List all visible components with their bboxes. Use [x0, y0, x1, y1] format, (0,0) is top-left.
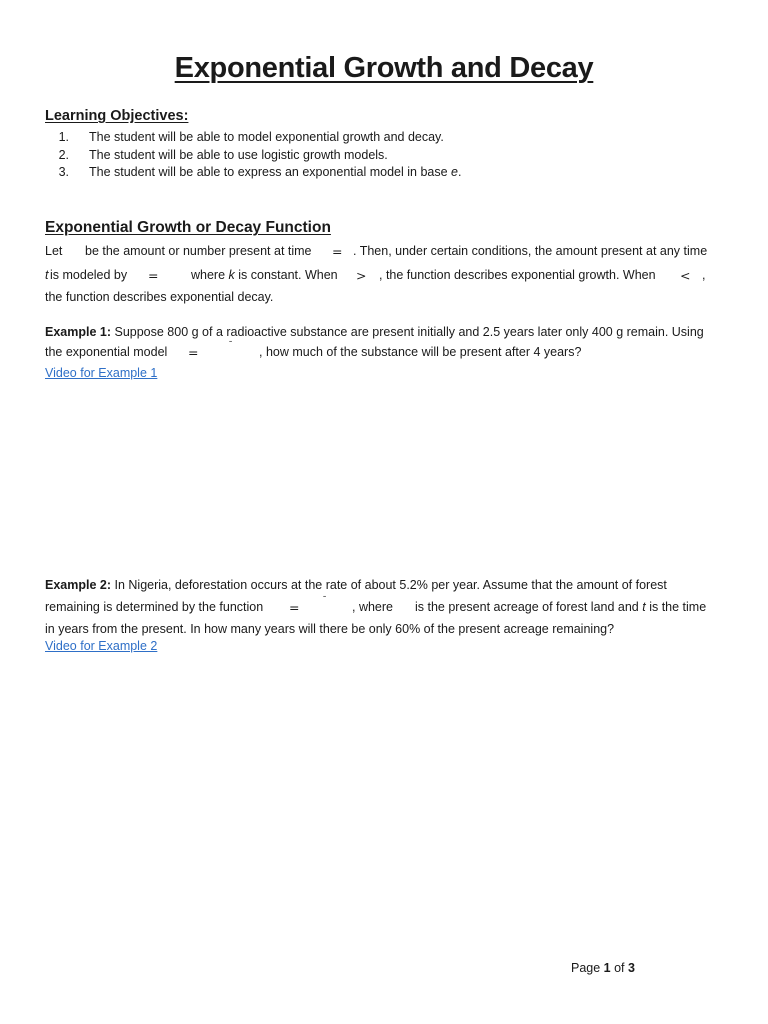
- video-example-2-link[interactable]: Video for Example 2: [45, 639, 158, 653]
- objectives-heading: Learning Objectives:: [45, 108, 189, 124]
- objective-number: 2.: [58, 147, 69, 162]
- example1-line-2: [45, 340, 725, 363]
- example2-line-2: [45, 595, 725, 618]
- function-line-2: [45, 268, 725, 286]
- page-number: Page 1 of 3: [571, 961, 635, 975]
- growth-text: , the function describes exponential growth. When: [379, 268, 656, 282]
- function-text: remaining is determined by the function: [45, 600, 264, 614]
- objective-text: The student will be able to use logistic growth models.: [89, 147, 388, 162]
- where-text: where k is constant. When: [191, 268, 338, 282]
- question-text: , how much of the substance will be present after 4 years?: [259, 345, 582, 359]
- exponent-mark: ˉ: [229, 340, 233, 351]
- amount-text: be the amount or number present at time: [85, 244, 312, 258]
- example1-line-1: Example 1: Suppose 800 g of a radioactive substance are present initially and 2.5 years later only 400 g remain. Using: [45, 325, 704, 339]
- objective-text: The student will be able to model exponential growth and decay.: [89, 130, 444, 144]
- function-line-1: [45, 244, 725, 262]
- objective-item: [45, 129, 705, 147]
- conditions-text: . Then, under certain conditions, the amount present at any time: [353, 244, 708, 258]
- where-text: , where: [352, 600, 393, 614]
- variable-t: t: [45, 268, 49, 282]
- objective-item: [45, 164, 705, 182]
- example2-line-1: Example 2: In Nigeria, deforestation occurs at the rate of about 5.2% per year. Assume that the amount of forest: [45, 578, 667, 592]
- equals-symbol: =: [289, 600, 300, 615]
- model-text: the exponential model: [45, 345, 168, 359]
- modeled-text: is modeled by: [50, 268, 128, 282]
- greater-than-symbol: >: [356, 268, 367, 283]
- equals-symbol: =: [148, 268, 159, 283]
- function-heading: Exponential Growth or Decay Function: [45, 219, 331, 236]
- objective-number: 3.: [58, 165, 69, 179]
- equals-symbol: =: [332, 244, 343, 259]
- objectives-list: [45, 129, 705, 182]
- function-line-3: the function describes exponential decay.: [45, 290, 274, 304]
- less-than-symbol: <: [680, 268, 691, 283]
- objective-text: The student will be able to express an exponential model in base e.: [89, 165, 462, 179]
- equals-symbol: =: [188, 345, 199, 360]
- comma-text: ,: [702, 268, 706, 282]
- objective-number: 1.: [58, 130, 69, 144]
- exponent-mark: ˉ: [323, 595, 327, 606]
- example2-line-3: in years from the present. In how many years will there be only 60% of the present acreage remaining?: [45, 622, 615, 636]
- objective-item: [45, 147, 705, 165]
- present-text: is the present acreage of forest land and t is the time: [415, 600, 707, 614]
- let-text: Let: [45, 244, 63, 258]
- video-example-1-link[interactable]: Video for Example 1: [45, 366, 158, 380]
- page-title: Exponential Growth and Decay: [174, 52, 594, 84]
